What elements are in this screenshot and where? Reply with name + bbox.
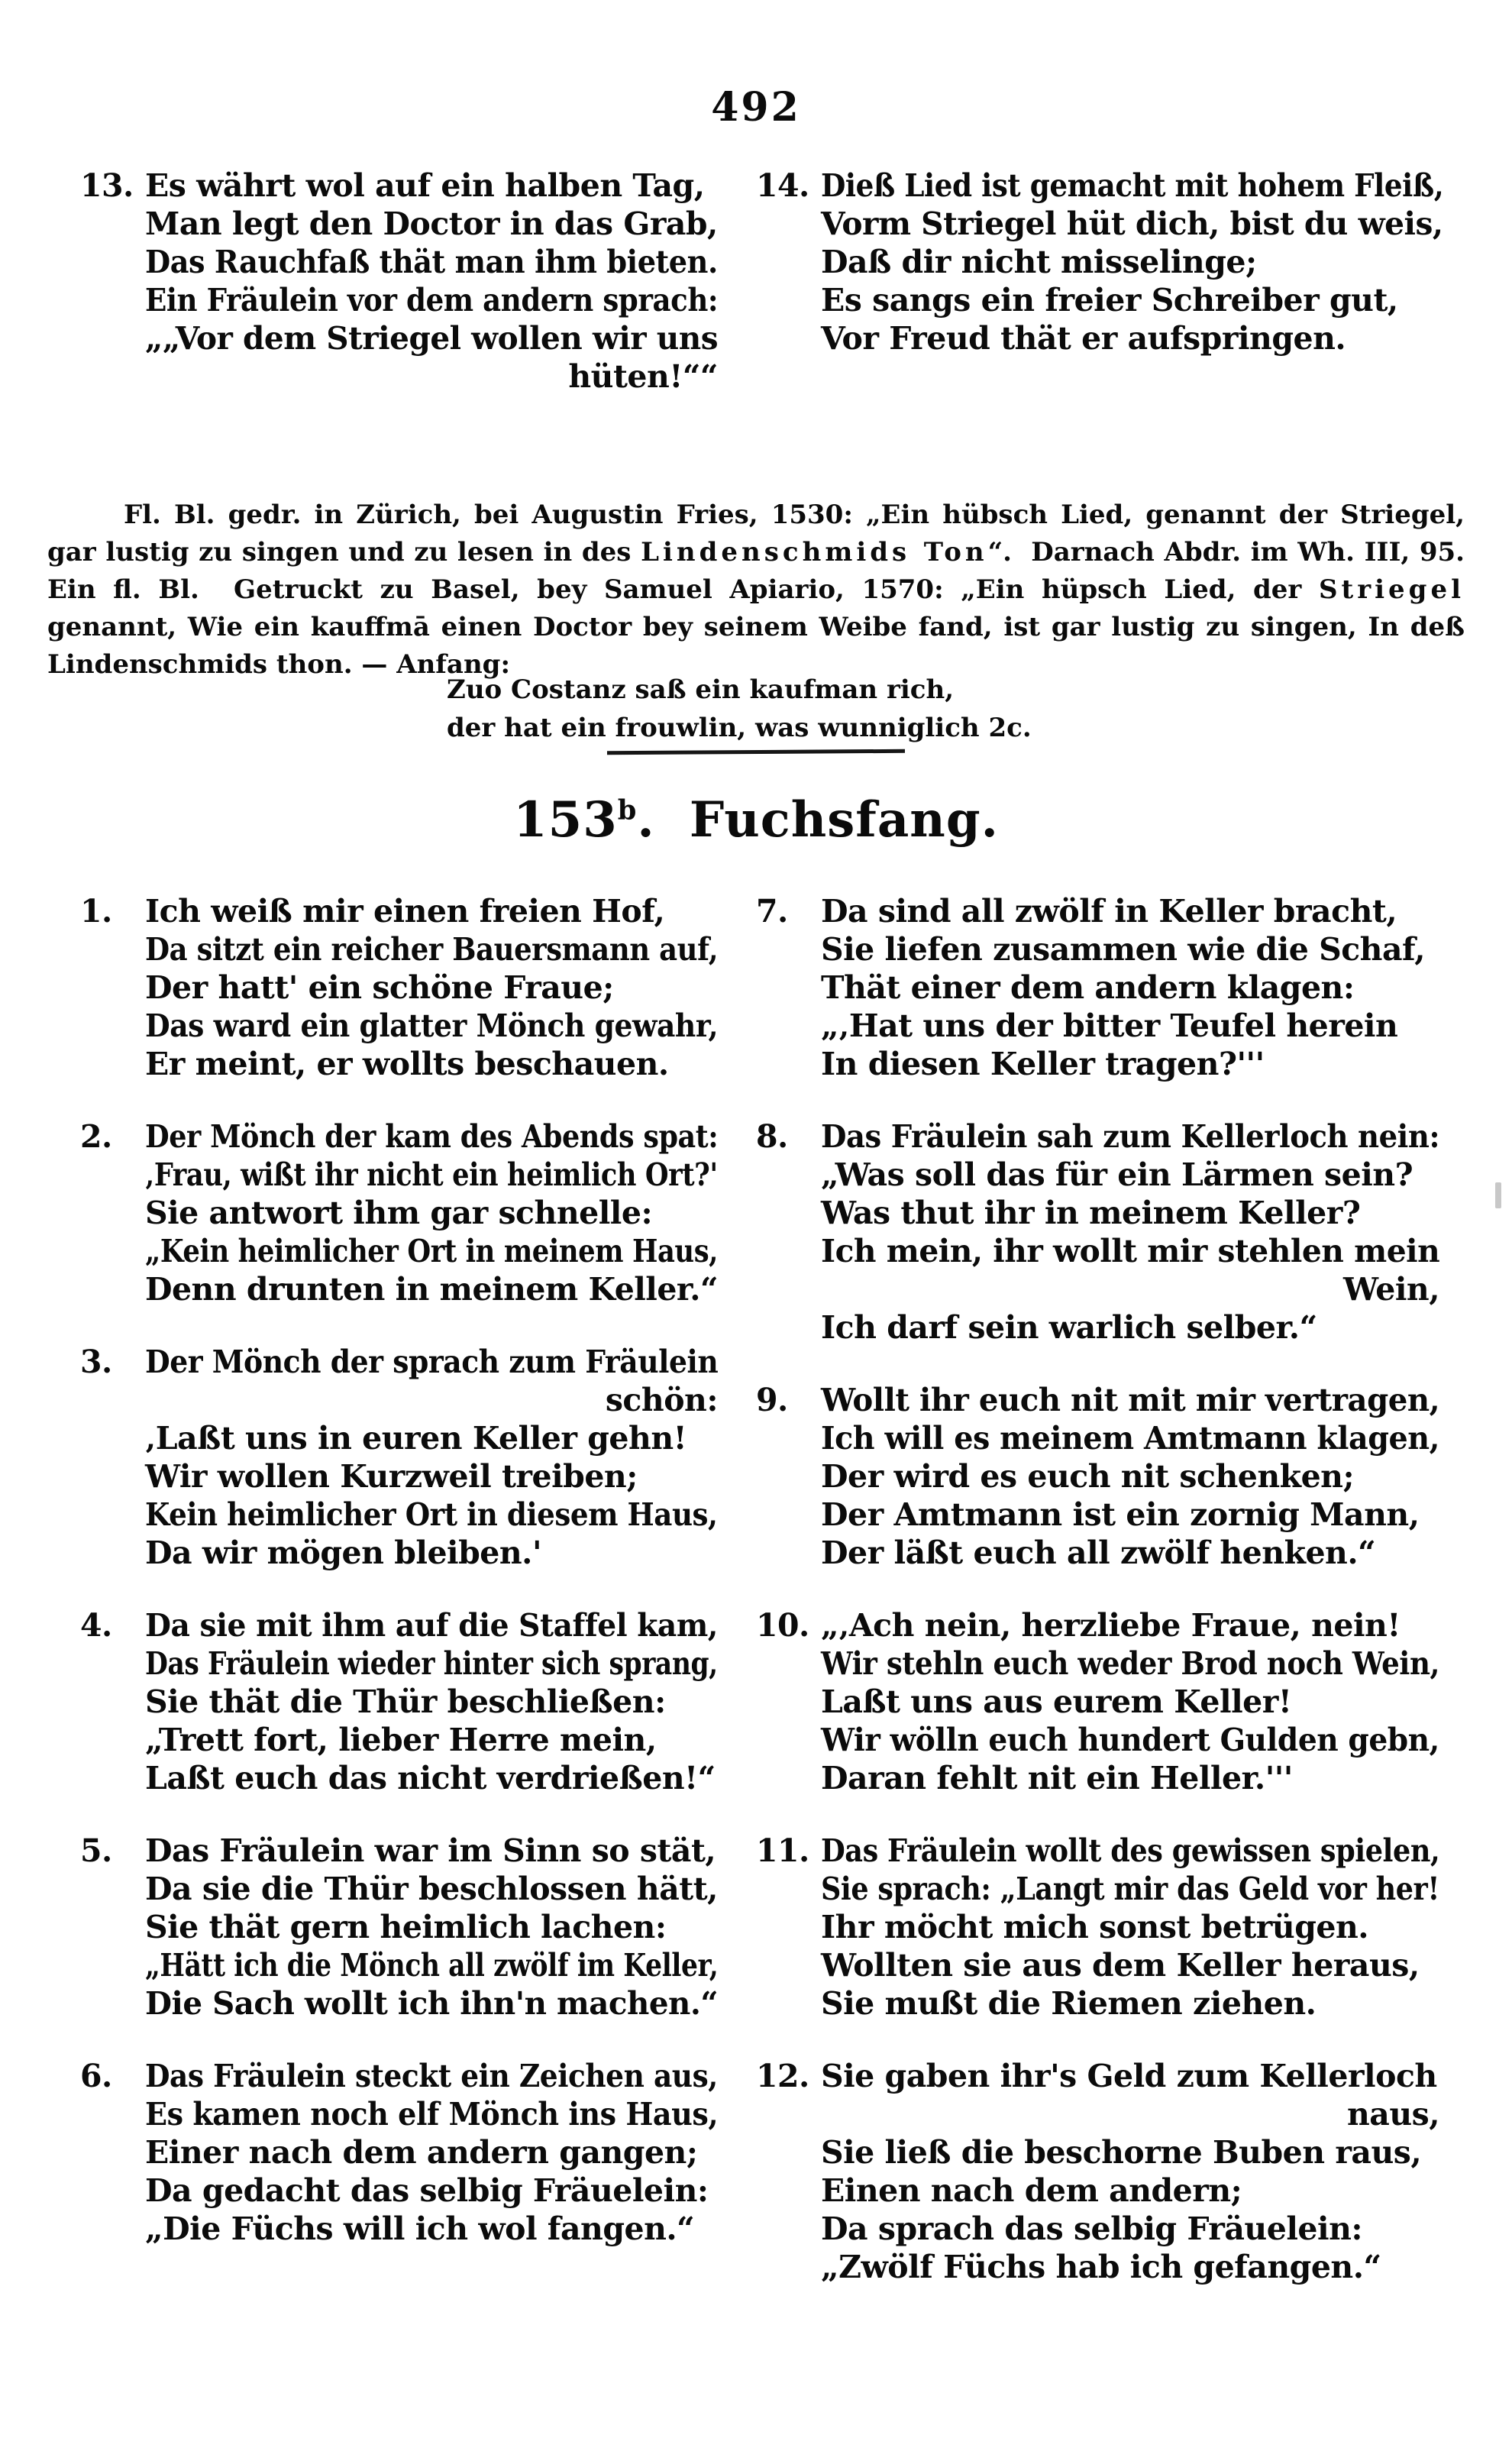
scan-artifact-mark xyxy=(1495,1182,1501,1208)
verse-line: Wir stehln euch weder Brod noch Wein, xyxy=(821,1645,1439,1682)
note-text: “. Darnach Abdr. im Wh. III, 95. xyxy=(987,537,1465,568)
verse-line: Das Fräulein steckt ein Zeichen aus, xyxy=(145,2058,718,2094)
section-divider-rule xyxy=(607,749,905,755)
stanza-14 xyxy=(756,167,1443,357)
stanza-number: 9. xyxy=(756,1382,788,1418)
verse-line: „Hätt ich die Mönch all zwölf im Keller, xyxy=(145,1947,719,1984)
stanza-8 xyxy=(756,1117,1439,1347)
verse-line: Da gedacht das selbig Fräuelein: xyxy=(145,2172,709,2209)
stanza-4 xyxy=(80,1606,718,1797)
source-note xyxy=(47,496,1465,684)
verse-line: Ich will es meinem Amtmann klagen, xyxy=(821,1420,1439,1457)
verse-line: Laßt uns aus eurem Keller! xyxy=(821,1683,1292,1720)
note-text-spaced: Lindenschmids Ton xyxy=(641,537,988,568)
verse-line: Sie mußt die Riemen ziehen. xyxy=(821,1985,1317,2022)
song-column-left xyxy=(80,892,718,2282)
verse-line: ‚Laßt uns in euren Keller gehn! xyxy=(145,1420,687,1457)
verse-line: „‚Hat uns der bitter Teufel herein xyxy=(821,1007,1398,1044)
note-text: Ein fl. Bl. Getruckt zu Basel, bey Samuel Apiario, 1570: „Ein hüpsch Lied, der xyxy=(47,574,1319,605)
verse-line: Vorm Striegel hüt dich, bist du weis, xyxy=(821,205,1443,242)
verse-line-wrap: schön: xyxy=(605,1382,718,1418)
verse-line: Das Fräulein war im Sinn so stät, xyxy=(145,1832,716,1869)
stanza-11 xyxy=(756,1832,1439,2023)
verse-line: Da sind all zwölf in Keller bracht, xyxy=(821,893,1397,930)
verse-line: „Die Füchs will ich wol fangen.“ xyxy=(145,2210,695,2247)
verse-line-wrap: hüten!““ xyxy=(568,358,718,395)
verse-line: Wollten sie aus dem Keller heraus, xyxy=(821,1947,1420,1984)
stanza-number: 10. xyxy=(756,1607,809,1644)
song-title xyxy=(0,791,1512,849)
note-text: genannt, Wie ein kauffmā einen Doctor bey seinem Weibe fand, ist gar lustig zu singen, In deß xyxy=(47,612,1465,642)
stanza-6 xyxy=(80,2057,718,2248)
verse-line: Der hatt' ein schöne Fraue; xyxy=(145,969,614,1006)
verse-line: Da sprach das selbig Fräuelein: xyxy=(821,2210,1363,2247)
verse-line: Das ward ein glatter Mönch gewahr, xyxy=(145,1007,719,1044)
verse-line: Ein Fräulein vor dem andern sprach: xyxy=(145,282,719,319)
verse-line: Es kamen noch elf Mönch ins Haus, xyxy=(145,2096,719,2133)
verse-line: Ich darf sein warlich selber.“ xyxy=(821,1309,1317,1346)
verse-line: Daß dir nicht misselinge; xyxy=(821,244,1257,280)
intro-column-left xyxy=(80,167,718,430)
anfang-quote xyxy=(447,671,1032,747)
stanza-number: 11. xyxy=(756,1832,809,1869)
verse-line: Der Mönch der sprach zum Fräulein xyxy=(145,1344,719,1380)
verse-line-wrap: Wein, xyxy=(1343,1271,1439,1308)
source-note-line xyxy=(47,496,1465,534)
verse-line: Da sie mit ihm auf die Staffel kam, xyxy=(145,1607,718,1644)
page-number: 492 xyxy=(711,84,801,131)
verse-line: Er meint, er wollts beschauen. xyxy=(145,1046,669,1082)
verse-line: Ich mein, ihr wollt mir stehlen mein xyxy=(821,1233,1440,1269)
verse-line: Einen nach dem andern; xyxy=(821,2172,1242,2209)
song-column-right xyxy=(756,892,1439,2320)
verse-line: Sie sprach: „Langt mir das Geld vor her! xyxy=(821,1871,1439,1907)
verse-line: Einer nach dem andern gangen; xyxy=(145,2134,698,2171)
verse-line: ‚Frau, wißt ihr nicht ein heimlich Ort?' xyxy=(145,1156,718,1193)
verse-line: In diesen Keller tragen?''' xyxy=(821,1046,1265,1082)
stanza-13 xyxy=(80,167,718,396)
verse-line: Sie thät die Thür beschließen: xyxy=(145,1683,666,1720)
verse-line: Ihr möcht mich sonst betrügen. xyxy=(821,1909,1369,1945)
verse-line: Wir wölln euch hundert Gulden gebn, xyxy=(821,1722,1439,1758)
verse-line: Die Sach wollt ich ihn'n machen.“ xyxy=(145,1985,719,2022)
verse-line: Laßt euch das nicht verdrießen!“ xyxy=(145,1760,716,1796)
verse-line: Da wir mögen bleiben.' xyxy=(145,1534,541,1571)
verse-line: Daran fehlt nit ein Heller.''' xyxy=(821,1760,1293,1796)
verse-line: Es sangs ein freier Schreiber gut, xyxy=(821,282,1398,319)
stanza-number: 5. xyxy=(80,1832,112,1869)
stanza-12 xyxy=(756,2057,1439,2286)
verse-line: Das Fräulein sah zum Kellerloch nein: xyxy=(821,1118,1440,1155)
verse-line: Das Fräulein wollt des gewissen spielen, xyxy=(821,1832,1440,1869)
intro-column-right xyxy=(756,167,1443,392)
stanza-number: 13. xyxy=(80,167,134,204)
verse-line: Sie thät gern heimlich lachen: xyxy=(145,1909,667,1945)
stanza-number: 8. xyxy=(756,1118,788,1155)
verse-line: Der Mönch der kam des Abends spat: xyxy=(145,1118,719,1155)
verse-line: Da sitzt ein reicher Bauersmann auf, xyxy=(145,931,719,968)
verse-line: Man legt den Doctor in das Grab, xyxy=(145,205,718,242)
verse-line: Dieß Lied ist gemacht mit hohem Fleiß, xyxy=(821,167,1444,204)
verse-line: Vor Freud thät er aufspringen. xyxy=(821,320,1346,357)
anfang-line: Zuo Costanz saß ein kaufman rich, xyxy=(447,674,955,705)
verse-line: Was thut ihr in meinem Keller? xyxy=(821,1195,1361,1231)
source-note-line xyxy=(47,609,1465,646)
verse-line: „Was soll das für ein Lärmen sein? xyxy=(821,1156,1413,1193)
stanza-number: 1. xyxy=(80,893,112,930)
verse-line: Thät einer dem andern klagen: xyxy=(821,969,1355,1006)
verse-line: „Kein heimlicher Ort in meinem Haus, xyxy=(145,1233,719,1269)
song-number-superscript: b xyxy=(617,794,638,826)
verse-line: „‚Ach nein, herzliebe Fraue, nein! xyxy=(821,1607,1401,1644)
verse-line: Der läßt euch all zwölf henken.“ xyxy=(821,1534,1376,1571)
verse-line: Wollt ihr euch nit mit mir vertragen, xyxy=(821,1382,1440,1418)
verse-line: „„Vor dem Striegel wollen wir uns xyxy=(145,320,719,357)
stanza-number: 6. xyxy=(80,2058,112,2094)
verse-line: „Zwölf Füchs hab ich gefangen.“ xyxy=(821,2249,1381,2285)
verse-line: Denn drunten in meinem Keller.“ xyxy=(145,1271,719,1308)
verse-line-wrap: naus, xyxy=(1346,2096,1439,2133)
verse-line: Der wird es euch nit schenken; xyxy=(821,1458,1355,1495)
stanza-1 xyxy=(80,892,718,1083)
note-text: Lindenschmids thon. — Anfang: xyxy=(47,649,511,680)
verse-line: Sie gaben ihr's Geld zum Kellerloch xyxy=(821,2058,1437,2094)
verse-line: Sie liefen zusammen wie die Schaf, xyxy=(821,931,1426,968)
note-text: Fl. Bl. gedr. in Zürich, bei Augustin Fries, 1530: „Ein hübsch Lied, genannt der Striegel, xyxy=(124,500,1465,530)
verse-line: Wir wollen Kurzweil treiben; xyxy=(145,1458,638,1495)
stanza-number: 14. xyxy=(756,167,809,204)
stanza-10 xyxy=(756,1606,1439,1797)
stanza-number: 3. xyxy=(80,1344,112,1380)
anfang-line: der hat ein frouwlin, was wunniglich 2c. xyxy=(447,713,1032,743)
stanza-number: 7. xyxy=(756,893,788,930)
verse-line: Der Amtmann ist ein zornig Mann, xyxy=(821,1496,1420,1533)
verse-line: Ich weiß mir einen freien Hof, xyxy=(145,893,665,930)
stanza-2 xyxy=(80,1117,718,1308)
verse-line: Sie antwort ihm gar schnelle: xyxy=(145,1195,653,1231)
verse-line: Das Rauchfaß thät man ihm bieten. xyxy=(145,244,718,280)
verse-line: Das Fräulein wieder hinter sich sprang, xyxy=(145,1645,718,1682)
stanza-7 xyxy=(756,892,1439,1083)
source-note-line xyxy=(47,571,1465,609)
verse-line: Da sie die Thür beschlossen hätt, xyxy=(145,1871,718,1907)
stanza-9 xyxy=(756,1381,1439,1572)
note-text-spaced: Striegel xyxy=(1318,574,1465,605)
verse-line: Es währt wol auf ein halben Tag, xyxy=(145,167,705,204)
song-title-text: . Fuchsfang. xyxy=(637,791,999,849)
verse-line: Sie ließ die beschorne Buben raus, xyxy=(821,2134,1422,2171)
stanza-number: 4. xyxy=(80,1607,112,1644)
song-number: 153 xyxy=(513,791,618,849)
verse-line: „Trett fort, lieber Herre mein, xyxy=(145,1722,657,1758)
stanza-number: 2. xyxy=(80,1118,112,1155)
note-text: gar lustig zu singen und zu lesen in des xyxy=(47,537,641,568)
stanza-3 xyxy=(80,1343,718,1572)
stanza-5 xyxy=(80,1832,718,2023)
source-note-line xyxy=(47,534,1465,571)
stanza-number: 12. xyxy=(756,2058,809,2094)
verse-line: Kein heimlicher Ort in diesem Haus, xyxy=(145,1496,718,1533)
